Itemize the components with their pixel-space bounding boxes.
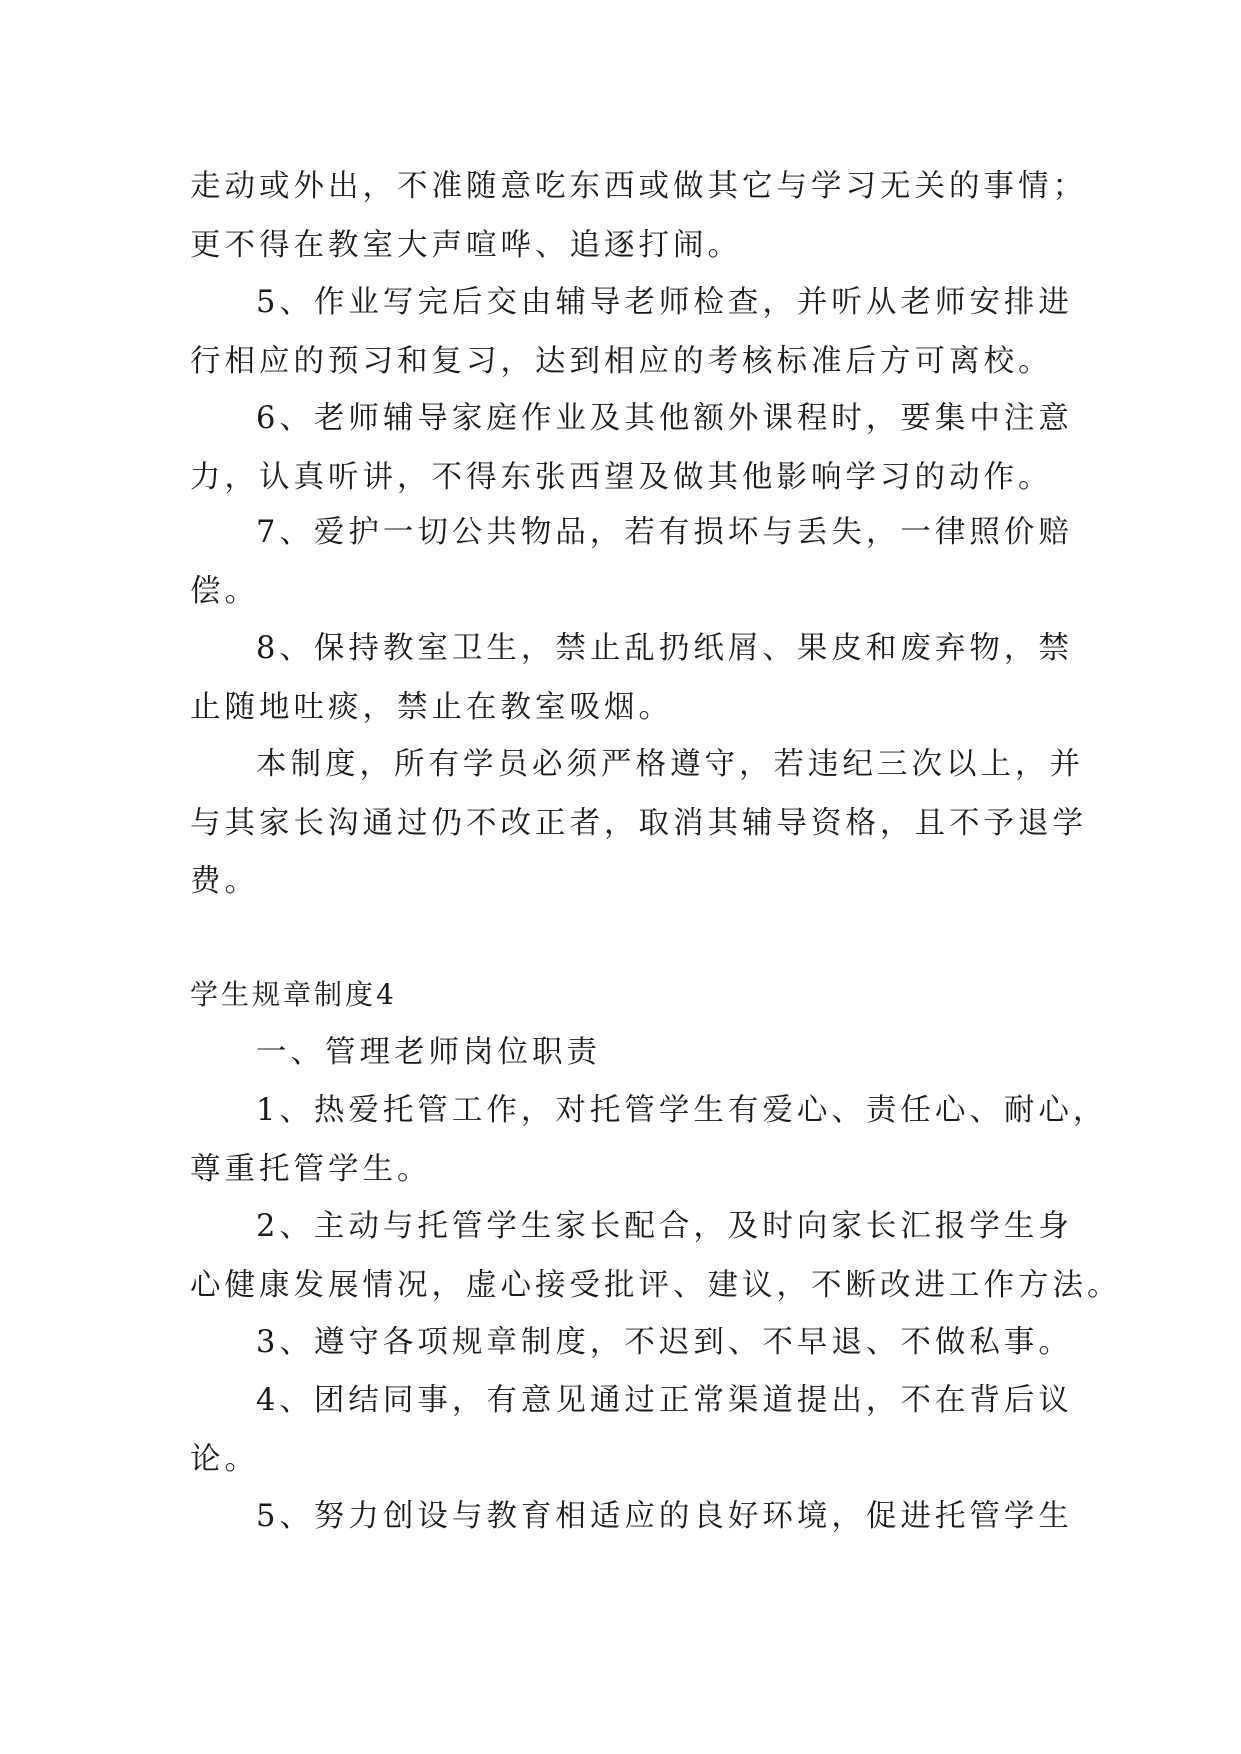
text-line: 行相应的预习和复习，达到相应的考核标准后方可离校。 (190, 343, 1053, 379)
paragraph-rule-5 (190, 274, 1073, 391)
paragraph-continuation (190, 158, 1087, 275)
text-line: 与其家长沟通过仍不改正者，取消其辅导资格，且不予退学 (190, 805, 1087, 841)
text-line: 更不得在教室大声喧哗、追逐打闹。 (190, 227, 742, 263)
text-line: 尊重托管学生。 (190, 1151, 432, 1187)
text-line: 6、老师辅导家庭作业及其他额外课程时，要集中注意 (256, 401, 1073, 436)
paragraph-duty-2 (190, 1198, 1122, 1315)
text-line: 费。 (190, 864, 259, 899)
text-line: 5、作业写完后交由辅导老师检查，并听从老师安排进 (256, 285, 1073, 320)
text-line: 3、遵守各项规章制度，不迟到、不早退、不做私事。 (256, 1325, 1073, 1360)
text-line: 论。 (190, 1441, 259, 1477)
text-line: 7、爱护一切公共物品，若有损坏与丢失，一律照价赔 (256, 515, 1073, 550)
paragraph-duty-5 (190, 1488, 1073, 1547)
text-line: 力，认真听讲，不得东张西望及做其他影响学习的动作。 (190, 459, 1053, 495)
text-line: 偿。 (190, 573, 259, 609)
text-line: 止随地吐痰，禁止在教室吸烟。 (190, 689, 673, 725)
text-line: 1、热爱托管工作，对托管学生有爱心、责任心、耐心， (256, 1093, 1108, 1128)
subsection-title-paragraph (190, 1024, 1052, 1083)
paragraph-duty-3 (190, 1314, 1073, 1373)
paragraph-rule-7 (190, 504, 1073, 621)
text-line: 2、主动与托管学生家长配合，及时向家长汇报学生身 (256, 1209, 1073, 1244)
text-line: 本制度，所有学员必须严格遵守，若违纪三次以上，并 (256, 747, 1084, 782)
text-line: 心健康发展情况，虚心接受批评、建议，不断改进工作方法。 (190, 1267, 1122, 1303)
text-line: 8、保持教室卫生，禁止乱扔纸屑、果皮和废弃物，禁 (256, 631, 1073, 666)
paragraph-rule-8 (190, 620, 1073, 737)
paragraph-duty-1 (190, 1082, 1108, 1199)
subsection-title: 一、管理老师岗位职责 (256, 1035, 601, 1070)
text-line: 5、努力创设与教育相适应的良好环境，促进托管学生 (256, 1499, 1073, 1534)
text-line: 4、团结同事，有意见通过正常渠道提出，不在背后议 (256, 1383, 1073, 1418)
section-title: 学生规章制度4 (190, 978, 397, 1011)
paragraph-duty-4 (190, 1372, 1073, 1489)
text-line: 走动或外出，不准随意吃东西或做其它与学习无关的事情； (190, 169, 1087, 204)
paragraph-closing (190, 736, 1087, 912)
paragraph-rule-6 (190, 390, 1073, 507)
